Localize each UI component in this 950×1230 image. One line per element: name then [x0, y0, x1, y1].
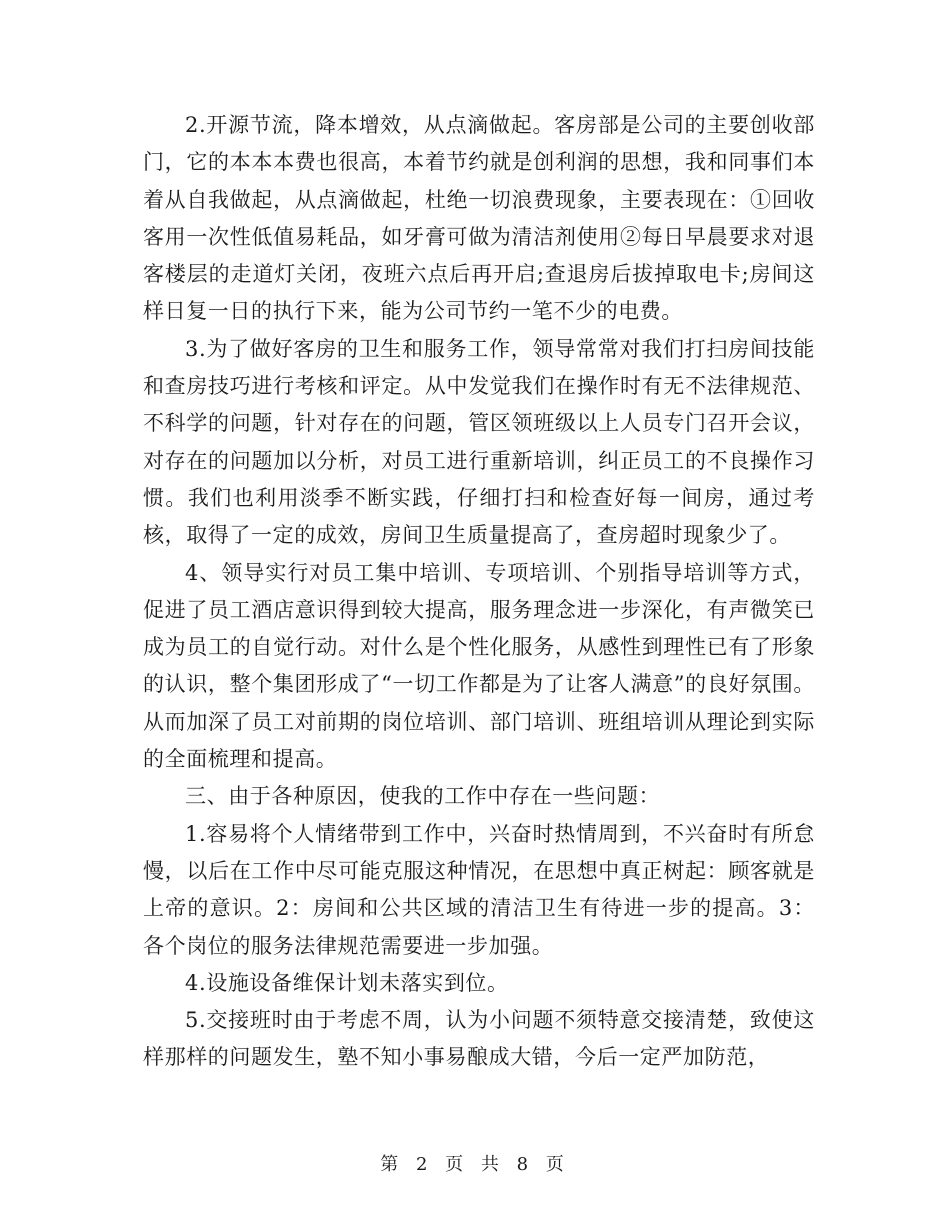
paragraph-staff-training: 4、领导实行对员工集中培训、专项培训、个别指导培训等方式，促进了员工酒店意识得到较大提高，服务理念进一步深化，有声微笑已成为员工的自觉行动。对什么是个性化服务，从感性到理性已有了形象的认识，整个集团形成了“一切工作都是为了让客人满意”的良好氛围。从而加深了员工对前期的岗位培训、部门培训、班组培训从理论到实际的全面梳理和提高。: [143, 560, 815, 772]
paragraph-room-hygiene: 3.为了做好客房的卫生和服务工作，领导常常对我们打扫房间技能和查房技巧进行考核和评定。从中发觉我们在操作时有无不法律规范、不科学的问题，针对存在的问题，管区领班级以上人员专门召开会议，对存在的问题加以分析，对员工进行重新培训，纠正员工的不良操作习惯。我们也利用淡季不断实践，仔细打扫和检查好每一间房，通过考核，取得了一定的成效，房间卫生质量提高了，查房超时现象少了。: [143, 336, 815, 548]
paragraph-problem-1: 1.容易将个人情绪带到工作中，兴奋时热情周到，不兴奋时有所怠慢，以后在工作中尽可能克服这种情况，在思想中真正树起：顾客就是上帝的意识。2：房间和公共区域的清洁卫生有待进一步的提高。3：各个岗位的服务法律规范需要进一步加强。: [143, 821, 815, 958]
section-heading-problems: 三、由于各种原因，使我的工作中存在一些问题：: [185, 784, 661, 809]
document-body: [143, 107, 815, 1077]
page-number-footer: 第 2 页 共 8 页: [380, 1154, 570, 1175]
paragraph-cost-saving: 2.开源节流，降本增效，从点滴做起。客房部是公司的主要创收部门，它的本本本费也很高，本着节约就是创利润的思想，我和同事们本着从自我做起，从点滴做起，杜绝一切浪费现象，主要表现在：①回收客用一次性低值易耗品，如牙膏可做为清洁剂使用②每日早晨要求对退客楼层的走道灯关闭，夜班六点后再开启;查退房后拔掉取电卡;房间这样日复一日的执行下来，能为公司节约一笔不少的电费。: [143, 113, 815, 324]
paragraph-problem-4: 4.设施设备维保计划未落实到位。: [185, 970, 509, 995]
paragraph-problem-5: 5.交接班时由于考虑不周，认为小问题不须特意交接清楚，致使这样那样的问题发生，塾不知小事易酿成大错，今后一定严加防范，: [143, 1008, 815, 1070]
